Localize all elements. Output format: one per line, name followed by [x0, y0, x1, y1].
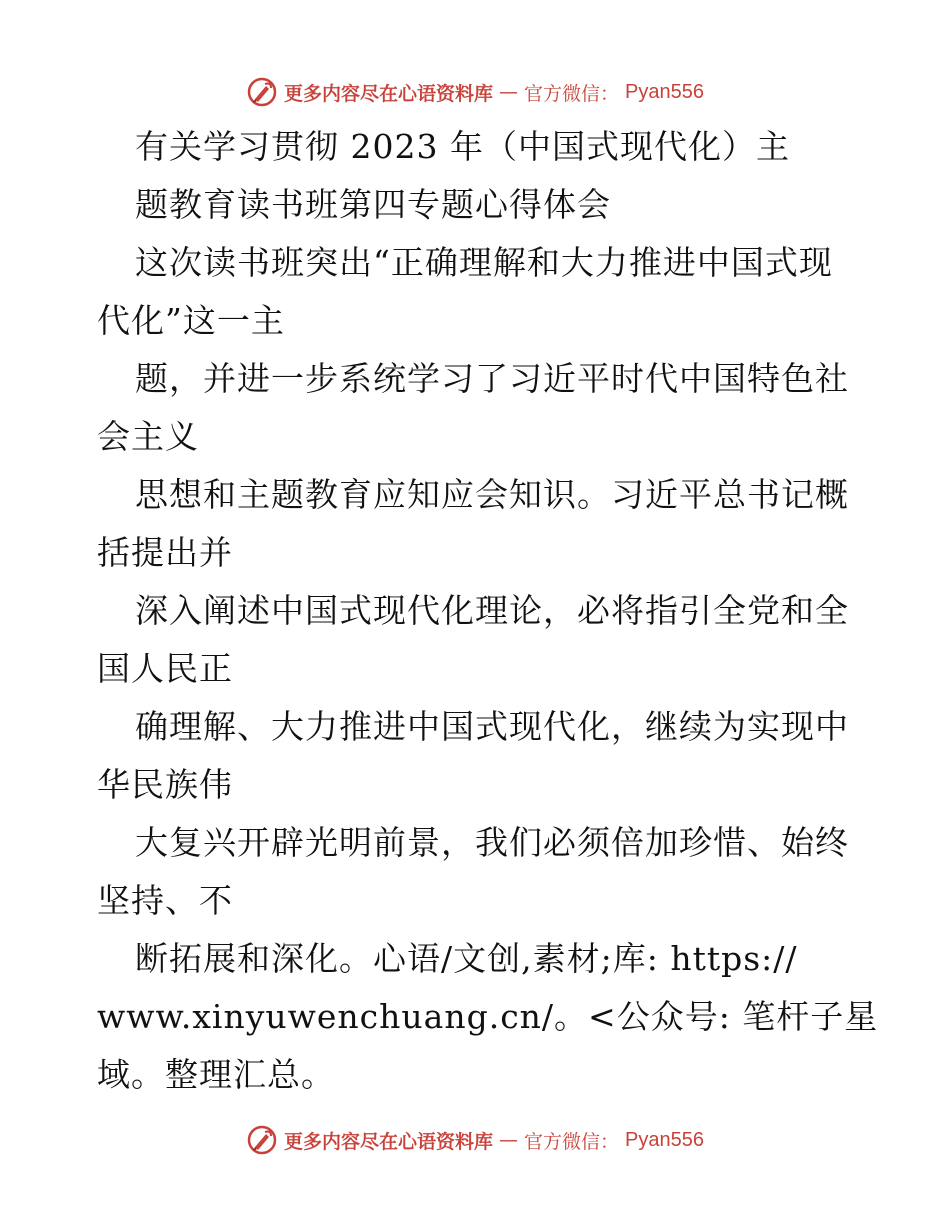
paragraph-line: 大复兴开辟光明前景，我们必须倍加珍惜、始终 [135, 823, 849, 862]
banner-wechat-id: Pyan556 [625, 1128, 704, 1151]
pen-logo-icon [246, 1124, 278, 1156]
paragraph-line: 深入阐述中国式现代化理论，必将指引全党和全 [135, 591, 849, 630]
header-banner [0, 72, 950, 112]
paragraph-line: 题，并进一步系统学习了习近平时代中国特色社 [135, 359, 849, 398]
banner-wechat-label: 官方微信： [524, 82, 620, 105]
banner-wechat-id: Pyan556 [625, 80, 704, 103]
pen-logo-icon [246, 76, 278, 108]
title-line-1: 有关学习贯彻 2023 年（中国式现代化）主 [135, 127, 790, 166]
paragraph-line: 代化”这一主 [97, 301, 285, 340]
paragraph-line-url: 断拓展和深化。心语/文创,素材;库: https:// [135, 939, 798, 978]
paragraph-line: 坚持、不 [97, 881, 233, 920]
footer-banner [0, 1120, 950, 1160]
document-body [97, 118, 879, 1104]
title-line-2: 题教育读书班第四专题心得体会 [135, 185, 611, 224]
banner-lead-text: 更多内容尽在心语资料库 [284, 82, 494, 105]
paragraph-line: 这次读书班突出“正确理解和大力推进中国式现 [135, 243, 833, 282]
banner-dash: — [499, 81, 519, 103]
paragraph-line: 思想和主题教育应知应会知识。习近平总书记概 [135, 475, 849, 514]
paragraph-line: 确理解、大力推进中国式现代化，继续为实现中 [135, 707, 849, 746]
banner-wechat-label: 官方微信： [524, 1130, 620, 1153]
paragraph-line: 括提出并 [97, 533, 233, 572]
paragraph-line: 会主义 [97, 417, 199, 456]
banner-dash: — [499, 1129, 519, 1151]
paragraph-line: 华民族伟 [97, 765, 233, 804]
paragraph-line: 域。整理汇总。 [97, 1055, 335, 1094]
paragraph-line: 国人民正 [97, 649, 233, 688]
paragraph-line-url: www.xinyuwenchuang.cn/。<公众号: 笔杆子星 [97, 997, 879, 1036]
banner-lead-text: 更多内容尽在心语资料库 [284, 1130, 494, 1153]
